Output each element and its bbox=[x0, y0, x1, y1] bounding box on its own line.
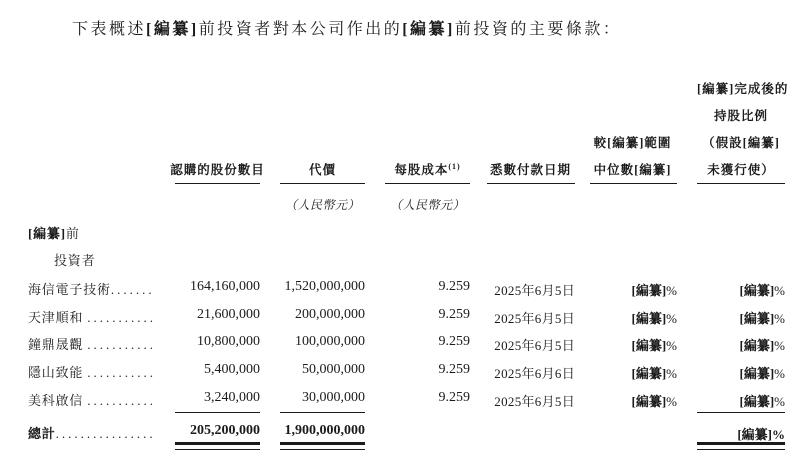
dot-leader: ........... bbox=[87, 337, 157, 352]
table-caption bbox=[72, 20, 621, 40]
percent-sign: % bbox=[772, 427, 785, 442]
row-label bbox=[28, 307, 156, 326]
cell-consideration: 100,000,000 bbox=[295, 334, 365, 349]
header-rule-consideration bbox=[280, 183, 365, 184]
subtotal-rule-consideration bbox=[280, 412, 365, 413]
col-header-cost-text: 每股成本 bbox=[394, 163, 449, 177]
cell-cost: 9.259 bbox=[438, 334, 470, 349]
cell-shareholding bbox=[697, 335, 785, 355]
cell-shares: 21,600,000 bbox=[197, 307, 260, 322]
redacted-value: [編纂] bbox=[631, 394, 667, 409]
col-header-shares: 認購的股份數目 bbox=[170, 163, 265, 177]
row-label bbox=[28, 390, 156, 409]
caption-text-3: 前投資的主要條款： bbox=[454, 21, 622, 38]
cell-cost: 9.259 bbox=[438, 279, 470, 294]
redacted-value: [編纂] bbox=[631, 338, 667, 353]
investor-name: 美科啟信 bbox=[28, 393, 84, 408]
footnote-marker: (1) bbox=[448, 161, 461, 171]
dot-leader: ........... bbox=[87, 310, 157, 325]
group-suffix: 前 bbox=[65, 226, 80, 241]
total-rule-thick-consideration bbox=[280, 442, 365, 445]
total-consideration: 1,900,000,000 bbox=[284, 423, 365, 438]
redacted-value: [編纂] bbox=[631, 283, 667, 298]
caption-redacted-1: [編纂] bbox=[146, 21, 199, 38]
group-heading-line2: 投資者 bbox=[54, 253, 96, 268]
caption-text-1: 下表概述 bbox=[72, 21, 147, 38]
col-header-cost bbox=[380, 161, 475, 179]
header-rule-shareholding bbox=[697, 183, 785, 184]
row-label bbox=[28, 334, 156, 353]
col-header-consideration: 代價 bbox=[308, 163, 336, 177]
percent-sign: % bbox=[666, 283, 677, 298]
percent-sign: % bbox=[774, 338, 785, 353]
cell-vs-median bbox=[590, 391, 677, 411]
col-header-payment-date: 悉數付款日期 bbox=[489, 163, 571, 177]
col-header-vs-median-line1: 較[編纂]範圍 bbox=[593, 136, 672, 150]
cell-shares: 3,240,000 bbox=[204, 390, 260, 405]
redacted-value: [編纂] bbox=[631, 366, 667, 381]
investor-name: 鐘鼎晟觀 bbox=[28, 337, 84, 352]
row-label bbox=[28, 279, 155, 298]
group-redacted: [編纂] bbox=[28, 226, 66, 241]
investor-name: 海信電子技術 bbox=[28, 282, 111, 297]
col-header-shareholding-line1: [編纂]完成後的 bbox=[697, 82, 789, 96]
redacted-value: [編纂] bbox=[739, 366, 775, 381]
total-rule-thick-shares bbox=[175, 442, 260, 445]
cell-cost: 9.259 bbox=[438, 390, 470, 405]
header-rule-vs-median bbox=[590, 183, 677, 184]
cell-vs-median bbox=[590, 363, 677, 383]
cell-vs-median bbox=[590, 335, 677, 355]
cell-vs-median bbox=[590, 280, 677, 300]
cell-cost: 9.259 bbox=[438, 307, 470, 322]
redacted-value: [編纂] bbox=[737, 427, 772, 442]
cell-payment-date: 2025年6月5日 bbox=[494, 283, 575, 298]
total-shareholding bbox=[697, 424, 785, 444]
cell-shareholding bbox=[697, 363, 785, 383]
cell-shares: 5,400,000 bbox=[204, 362, 260, 377]
cell-vs-median bbox=[590, 308, 677, 328]
redacted-value: [編纂] bbox=[739, 338, 775, 353]
cell-shares: 10,800,000 bbox=[197, 334, 260, 349]
percent-sign: % bbox=[774, 311, 785, 326]
redacted-value: [編纂] bbox=[739, 394, 775, 409]
col-header-shareholding-line3: （假設[編纂] bbox=[702, 136, 780, 150]
cell-consideration: 50,000,000 bbox=[302, 362, 365, 377]
percent-sign: % bbox=[774, 394, 785, 409]
cell-cost: 9.259 bbox=[438, 362, 470, 377]
dot-leader: ........... bbox=[87, 365, 157, 380]
cell-consideration: 1,520,000,000 bbox=[284, 279, 365, 294]
redacted-value: [編纂] bbox=[739, 311, 775, 326]
investor-name: 天津順和 bbox=[28, 310, 84, 325]
dot-leader: ....... bbox=[110, 282, 155, 297]
row-label bbox=[28, 362, 156, 381]
redacted-value: [編纂] bbox=[739, 283, 775, 298]
percent-sign: % bbox=[774, 283, 785, 298]
unit-cost: （人民幣元） bbox=[389, 198, 465, 212]
dot-leader: ........... bbox=[87, 393, 157, 408]
col-header-vs-median-line2: 中位數[編纂] bbox=[593, 163, 672, 177]
total-label-text: 總計 bbox=[28, 426, 56, 441]
total-rule-thin-consideration bbox=[280, 449, 365, 450]
investor-name: 隱山致能 bbox=[28, 365, 84, 380]
subtotal-rule-shareholding bbox=[697, 412, 785, 413]
header-rule-payment-date bbox=[487, 183, 575, 184]
cell-shares: 164,160,000 bbox=[190, 279, 260, 294]
percent-sign: % bbox=[666, 394, 677, 409]
cell-shareholding bbox=[697, 280, 785, 300]
caption-redacted-2: [編纂] bbox=[402, 21, 455, 38]
percent-sign: % bbox=[666, 366, 677, 381]
percent-sign: % bbox=[774, 366, 785, 381]
percent-sign: % bbox=[666, 338, 677, 353]
cell-payment-date: 2025年6月5日 bbox=[494, 338, 575, 353]
cell-consideration: 30,000,000 bbox=[302, 390, 365, 405]
cell-payment-date: 2025年6月5日 bbox=[494, 311, 575, 326]
unit-consideration: （人民幣元） bbox=[284, 198, 360, 212]
cell-payment-date: 2025年6月5日 bbox=[494, 394, 575, 409]
col-header-shareholding-line2: 持股比例 bbox=[713, 109, 768, 123]
total-shares: 205,200,000 bbox=[190, 423, 260, 438]
col-header-shareholding-line4: 未獲行使） bbox=[707, 163, 775, 177]
cell-shareholding bbox=[697, 308, 785, 328]
caption-text-2: 前投資者對本公司作出的 bbox=[198, 21, 403, 38]
percent-sign: % bbox=[666, 311, 677, 326]
group-heading-line1 bbox=[28, 223, 80, 242]
cell-consideration: 200,000,000 bbox=[295, 307, 365, 322]
subtotal-rule-shares bbox=[175, 412, 260, 413]
cell-payment-date: 2025年6月6日 bbox=[494, 366, 575, 381]
redacted-value: [編纂] bbox=[631, 311, 667, 326]
total-rule-thin-shares bbox=[175, 449, 260, 450]
header-rule-shares bbox=[175, 183, 260, 184]
dot-leader: ................ bbox=[55, 426, 156, 441]
header-rule-cost bbox=[385, 183, 470, 184]
total-rule-thick-shareholding bbox=[697, 442, 785, 445]
total-rule-thin-shareholding bbox=[697, 449, 785, 450]
total-label bbox=[28, 423, 156, 442]
cell-shareholding bbox=[697, 391, 785, 411]
